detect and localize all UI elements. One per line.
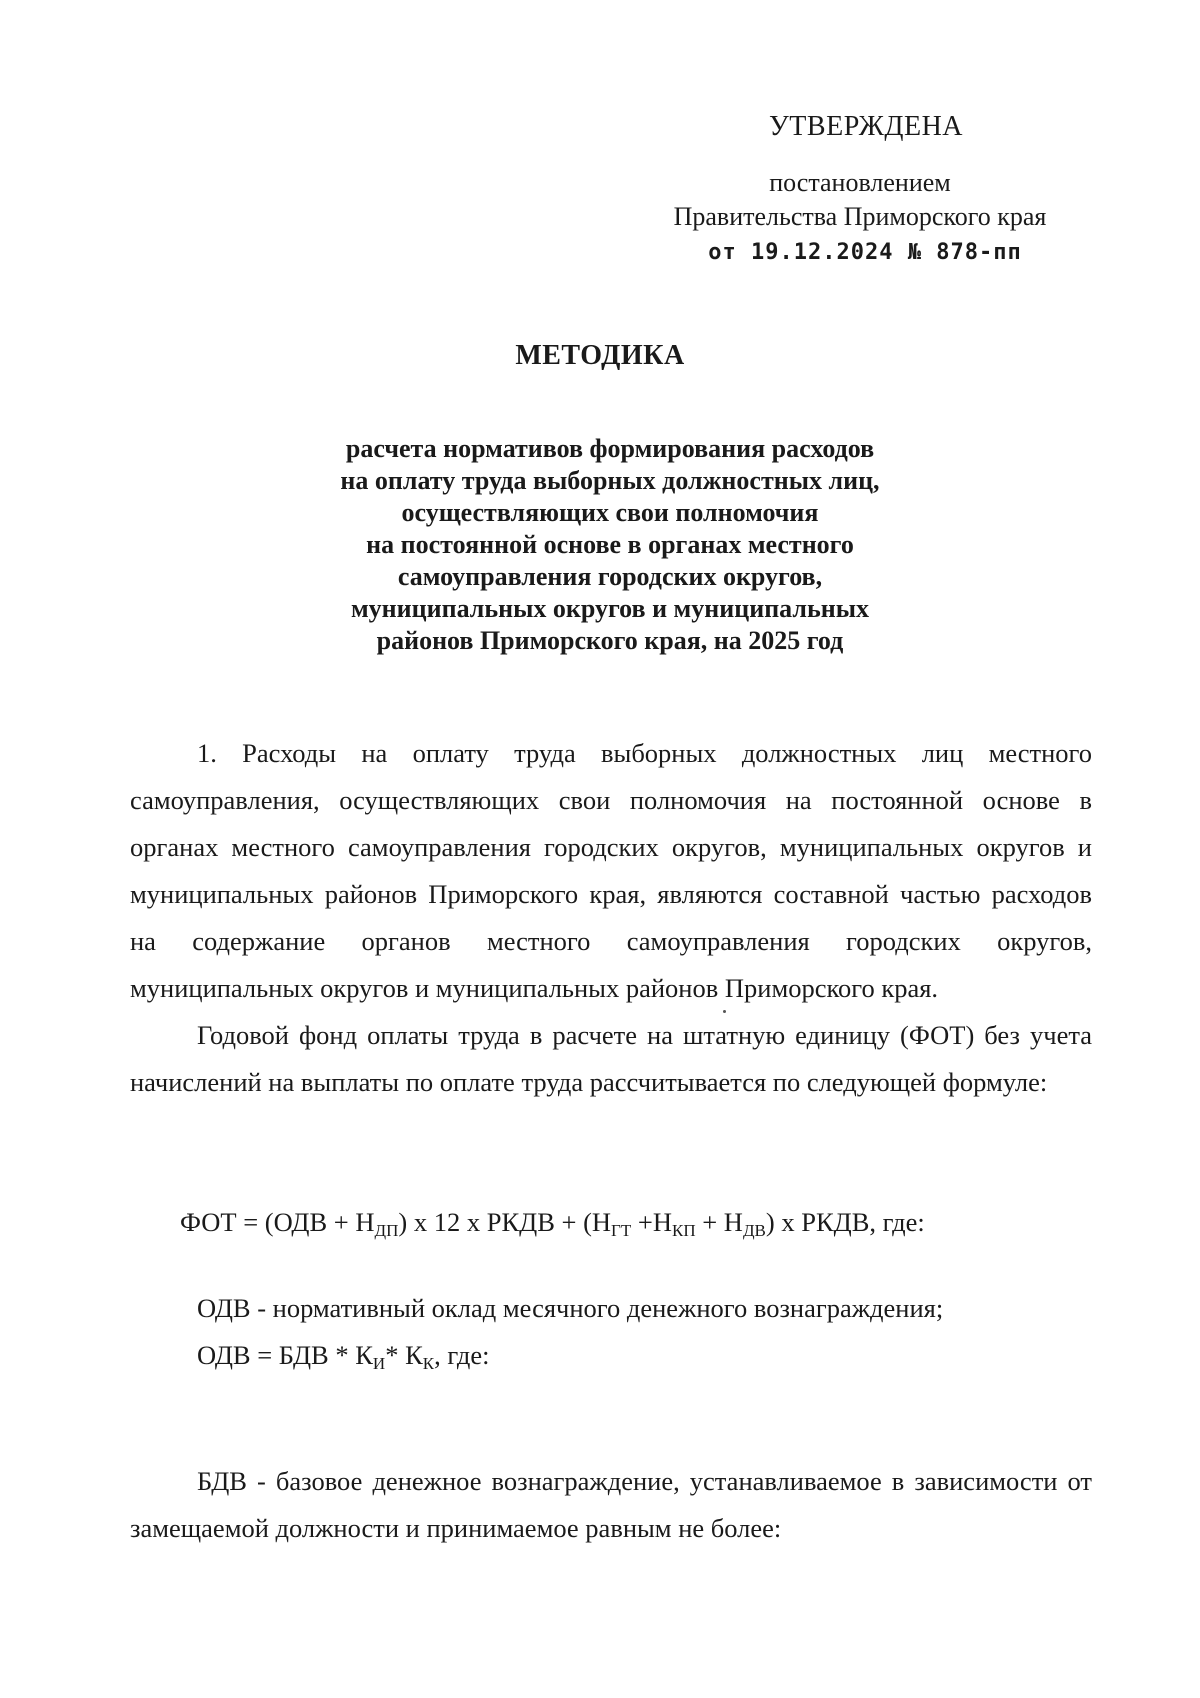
formula-text: ) х 12 х РКДВ + (Н: [398, 1207, 612, 1237]
formula-subscript: К: [422, 1354, 435, 1373]
formula-text: * К: [385, 1340, 423, 1370]
formula-subscript: КП: [671, 1221, 696, 1240]
paragraph-2: Годовой фонд оплаты труда в расчете на штатную единицу (ФОТ) без учета начислений на выплаты по оплате труда рассчитывается по следующей формуле:: [130, 1020, 1092, 1097]
subtitle-line: самоуправления городских округов,: [397, 562, 823, 591]
subtitle-line: муниципальных округов и муниципальных: [350, 594, 870, 623]
body-text: [130, 730, 1092, 1106]
approval-number: от 19.12.2024 № 878-пп: [708, 240, 1022, 265]
formula-subscript: И: [372, 1354, 386, 1373]
formula-text: + Н: [695, 1207, 743, 1237]
formula-subscript: ГТ: [611, 1221, 632, 1240]
subtitle-line: районов Приморского края, на 2025 год: [376, 626, 844, 655]
formula-text: , где:: [434, 1340, 490, 1370]
formula-text: ОДВ = БДВ * К: [197, 1340, 373, 1370]
formula-text: ) х РКДВ, где:: [765, 1207, 925, 1237]
subtitle-line: расчета нормативов формирования расходов: [345, 434, 875, 463]
formula-fot: [180, 1205, 925, 1248]
approval-stamp: [650, 110, 1070, 270]
formula-text: ФОТ = (ОДВ + Н: [180, 1207, 375, 1237]
approval-line-2: Правительства Приморского края: [673, 202, 1047, 231]
document-subtitle: [300, 433, 920, 657]
subtitle-line: осуществляющих свои полномочия: [401, 498, 819, 527]
scan-speck: [723, 1010, 726, 1013]
subtitle-line: на постоянной основе в органах местного: [366, 530, 854, 559]
definition-bdv: [130, 1458, 1092, 1552]
definition-odv: ОДВ - нормативный оклад месячного денежного вознаграждения;: [197, 1293, 944, 1323]
formula-subscript: ДП: [374, 1221, 399, 1240]
formula-odv: [197, 1338, 490, 1381]
subtitle-line: на оплату труда выборных должностных лиц,: [340, 466, 880, 495]
approval-heading: УТВЕРЖДЕНА: [768, 111, 964, 142]
formula-subscript: ДВ: [742, 1221, 766, 1240]
formula-text: +Н: [631, 1207, 672, 1237]
paragraph-1: 1. Расходы на оплату труда выборных должностных лиц местного самоуправления, осуществляющих свои полномочия на постоянной основе в органах местного самоуправления городских округов, муниципальных округов и муниципальных районов Приморского края, являются составной частью расходов на содержание органов местного самоуправления городских округов, муниципальных округов и муниципальных районов Приморского края.: [130, 738, 1092, 1003]
paragraph-bdv: БДВ - базовое денежное вознаграждение, устанавливаемое в зависимости от замещаемой должности и принимаемое равным не более:: [130, 1466, 1092, 1543]
approval-line-1: постановлением: [769, 168, 951, 197]
document-title: МЕТОДИКА: [515, 340, 685, 371]
